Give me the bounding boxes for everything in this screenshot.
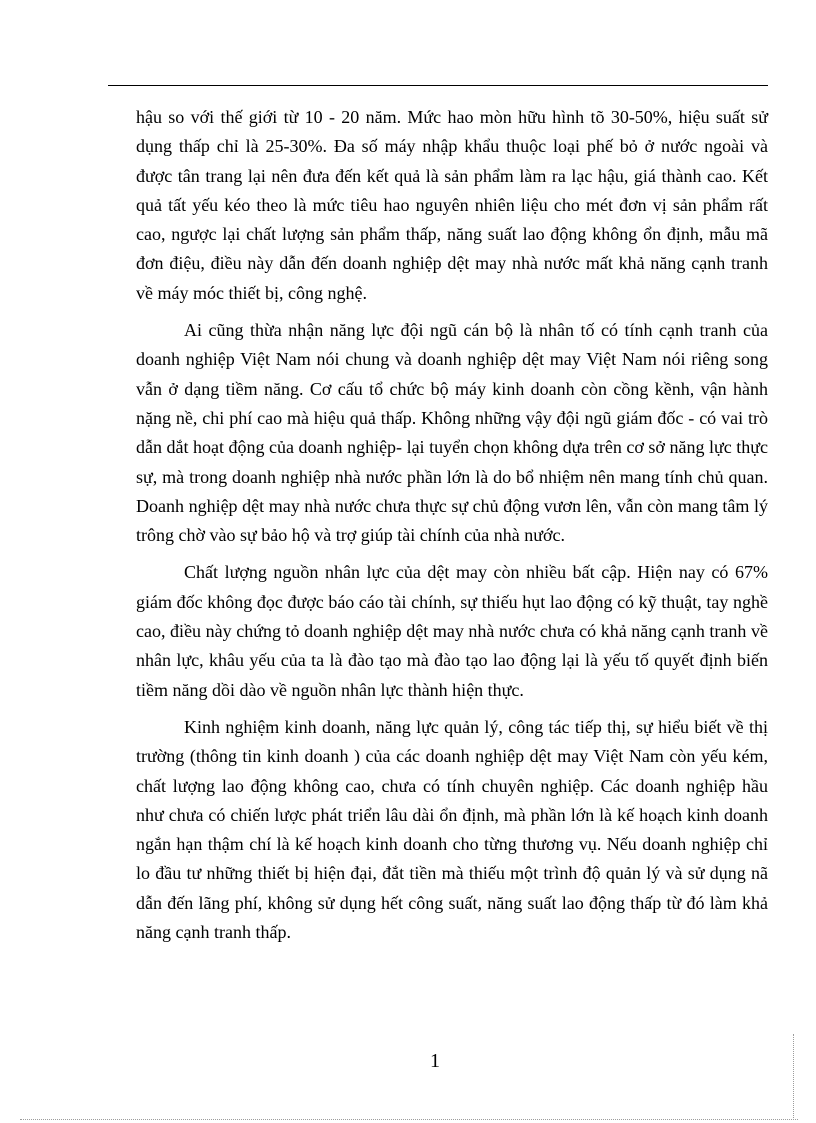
paragraph-continuation: hậu so với thế giới từ 10 - 20 năm. Mức hao mòn hữu hình tõ 30-50%, hiệu suất sử dụng thấp chỉ là 25-30%. Đa số máy nhập khẩu thuộc loại phế bỏ ở nước ngoài và được tân trang lại nên đưa đến kết quả là sản phẩm làm ra lạc hậu, giá thành cao. Kết quả tất yếu kéo theo là mức tiêu hao nguyên nhiên liệu cho mét đơn vị sản phẩm rất cao, ngược lại chất lượng sản phẩm thấp, năng suất lao động không ổn định, mẫu mã đơn điệu, điều này dẫn đến doanh nghiệp dệt may nhà nước mất khả năng cạnh tranh về máy móc thiết bị, công nghệ.: [136, 107, 768, 303]
page-edge-rule-right: [793, 1034, 794, 1120]
paragraph-business-experience: Kinh nghiệm kinh doanh, năng lực quản lý, công tác tiếp thị, sự hiểu biết về thị trường (thông tin kinh doanh ) của các doanh nghiệp dệt may Việt Nam còn yếu kém, chất lượng lao động không cao, chưa có tính chuyên nghiệp. Các doanh nghiệp hầu như chưa có chiến lược phát triển lâu dài ổn định, mà phần lớn là kế hoạch kinh doanh ngắn hạn thậm chí là kế hoạch kinh doanh cho từng thương vụ. Nếu doanh nghiệp chỉ lo đầu tư những thiết bị hiện đại, đắt tiền mà thiếu một trình độ quản lý và sử dụng nã dẫn đến lãng phí, không sử dụng hết công suất, năng suất lao động thấp từ đó làm khả năng cạnh tranh thấp.: [136, 716, 768, 943]
page-edge-rule-bottom: [20, 1119, 798, 1120]
paragraph-human-resources: Chất lượng nguồn nhân lực của dệt may còn nhiều bất cập. Hiện nay có 67% giám đốc không đọc được báo cáo tài chính, sự thiếu hụt lao động có kỹ thuật, tay nghề cao, điều này chứng tỏ doanh nghiệp dệt may nhà nước chưa có khả năng cạnh tranh về nhân lực, khâu yếu của ta là đào tạo mà đào tạo lao động lại là yếu tố quyết định biến tiềm năng dồi dào về nguồn nhân lực thành hiện thực.: [136, 562, 768, 700]
paragraph-staff-capacity: Ai cũng thừa nhận năng lực đội ngũ cán bộ là nhân tố có tính cạnh tranh của doanh nghiệp Việt Nam nói chung và doanh nghiệp dệt may Việt Nam nói riêng song vẫn ở dạng tiềm năng. Cơ cấu tổ chức bộ máy kinh doanh còn cồng kềnh, vận hành nặng nề, chi phí cao mà hiệu quả thấp. Không những vậy đội ngũ giám đốc - có vai trò dẫn dắt hoạt động của doanh nghiệp- lại tuyển chọn không dựa trên cơ sở năng lực thực sự, mà trong doanh nghiệp nhà nước phần lớn là do bổ nhiệm nên mang tính chủ quan. Doanh nghiệp dệt may nhà nước chưa thực sự chủ động vươn lên, vẫn còn mang tâm lý trông chờ vào sự bảo hộ và trợ giúp tài chính của nhà nước.: [136, 320, 768, 546]
page-number: 1: [430, 1050, 440, 1072]
header-rule: [108, 85, 768, 86]
body-text: [136, 103, 768, 955]
